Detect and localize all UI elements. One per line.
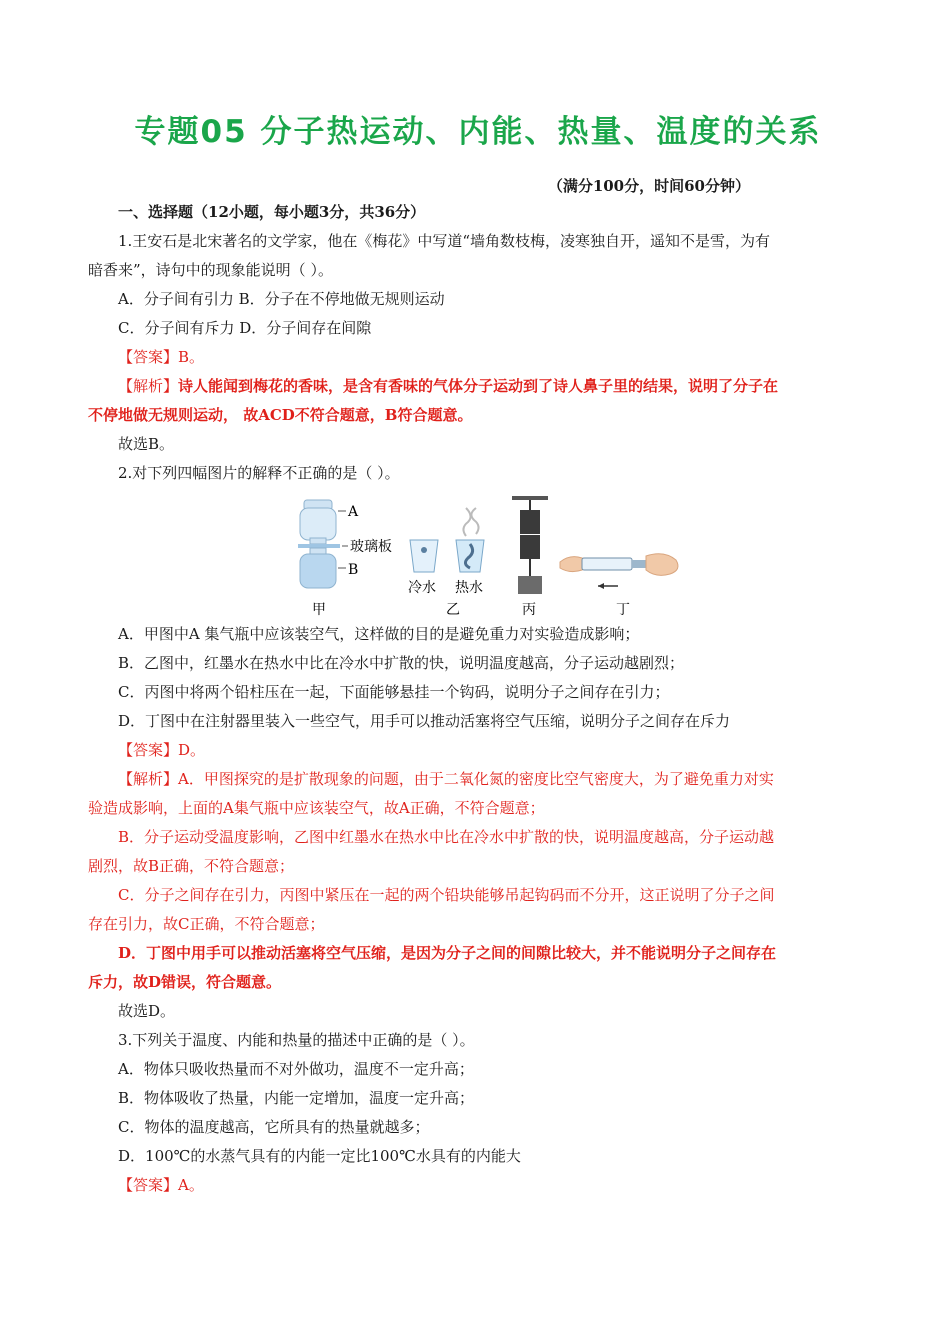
- q3-option-c: C．物体的温度越高，它所具有的热量就越多；: [118, 1118, 430, 1136]
- q2-analysis-a2: 验造成影响，上面的A集气瓶中应该装空气，故A正确，不符合题意；: [88, 799, 545, 817]
- q1-options-2: C．分子间有斥力 D．分子间存在间隙: [118, 319, 372, 337]
- label-ding: 丁: [616, 602, 630, 616]
- gas-bottles-icon: [298, 500, 348, 588]
- q1-stem-2: 暗香来”，诗句中的现象能说明（ ）。: [88, 261, 333, 279]
- q2-option-d: D．丁图中在注射器里装入一些空气，用手可以推动活塞将空气压缩，说明分子之间存在斥力: [118, 712, 731, 730]
- q2-analysis-c2: 存在引力，故C正确，不符合题意；: [88, 915, 325, 933]
- q2-analysis-d1: D．丁图中用手可以推动活塞将空气压缩，是因为分子之间的间隙比较大，并不能说明分子之间存在: [118, 944, 777, 962]
- q2-figure: [88, 496, 868, 616]
- answer-tag: 【答案】: [118, 348, 179, 366]
- label-b: B: [348, 562, 359, 578]
- q2-answer: [88, 736, 868, 765]
- page-subtitle: （满分100分，时间60分钟）: [547, 177, 750, 195]
- label-a: A: [348, 504, 359, 520]
- q1-answer: [88, 343, 868, 372]
- analysis-tag: 【解析】: [118, 770, 179, 788]
- label-yi: 乙: [446, 602, 460, 616]
- q3-option-b: B．物体吸收了热量，内能一定增加，温度一定升高；: [118, 1089, 475, 1107]
- q2-stem: 2.对下列四幅图片的解释不正确的是（ ）。: [118, 464, 400, 482]
- q3-answer: [88, 1171, 868, 1200]
- label-hot: 热水: [455, 580, 483, 596]
- label-glass: 玻璃板: [350, 539, 392, 555]
- label-jia: 甲: [312, 602, 326, 616]
- q2-option-c: C．丙图中将两个铅柱压在一起，下面能够悬挂一个钩码，说明分子之间存在引力；: [118, 683, 670, 701]
- page-title: 专题05 分子热运动、内能、热量、温度的关系: [134, 114, 822, 150]
- label-bing: 丙: [522, 602, 536, 616]
- lead-cylinders-icon: [512, 496, 548, 594]
- q2-conclusion: 故选D。: [118, 1002, 176, 1020]
- document-page: [88, 110, 868, 1200]
- experiment-illustration: [298, 496, 758, 616]
- q1-stem-1: 1.王安石是北宋著名的文学家，他在《梅花》中写道“墙角数枝梅，凌寒独自开，遥知不是雪，为有: [118, 232, 770, 250]
- q2-analysis-c1: C．分子之间存在引力，丙图中紧压在一起的两个铅块能够吊起钩码而不分开，这正说明了分子之间: [118, 886, 775, 904]
- answer-value: B。: [178, 348, 205, 366]
- q3-stem: 3.下列关于温度、内能和热量的描述中正确的是（ ）。: [118, 1031, 475, 1049]
- analysis-text: 诗人能闻到梅花的香味，是含有香味的气体分子运动到了诗人鼻子里的结果，说明了分子在: [178, 377, 779, 395]
- q2-analysis-b1: B．分子运动受温度影响，乙图中红墨水在热水中比在冷水中扩散的快，说明温度越高，分子运动越: [118, 828, 775, 846]
- analysis-text: A．甲图探究的是扩散现象的问题，由于二氧化氮的密度比空气密度大，为了避免重力对实: [178, 770, 774, 788]
- syringe-icon: [560, 554, 678, 589]
- label-cold: 冷水: [408, 580, 436, 596]
- q2-option-b: B．乙图中，红墨水在热水中比在冷水中扩散的快，说明温度越高，分子运动越剧烈；: [118, 654, 685, 672]
- q1-conclusion: 故选B。: [118, 435, 175, 453]
- answer-tag: 【答案】: [118, 1176, 179, 1194]
- q1-analysis-1: [88, 372, 868, 401]
- q3-option-a: A．物体只吸收热量而不对外做功，温度不一定升高；: [118, 1060, 474, 1078]
- section-heading: 一、选择题（12小题，每小题3分，共36分）: [118, 203, 426, 221]
- q2-analysis-b2: 剧烈，故B正确，不符合题意；: [88, 857, 295, 875]
- q1-analysis-2: 不停地做无规则运动， 故ACD不符合题意，B符合题意。: [88, 406, 473, 424]
- q2-option-a: A．甲图中A 集气瓶中应该装空气，这样做的目的是避免重力对实验造成影响；: [118, 625, 640, 643]
- q3-option-d: D．100℃的水蒸气具有的内能一定比100℃水具有的内能大: [118, 1147, 521, 1165]
- q2-analysis-a1: [88, 765, 868, 794]
- q2-analysis-d2: 斥力，故D错误，符合题意。: [88, 973, 282, 991]
- q1-options-1: A．分子间有引力 B．分子在不停地做无规则运动: [118, 290, 445, 308]
- beakers-icon: [410, 508, 484, 572]
- answer-tag: 【答案】: [118, 741, 179, 759]
- answer-value: A。: [178, 1176, 204, 1194]
- answer-value: D。: [178, 741, 206, 759]
- analysis-tag: 【解析】: [118, 377, 179, 395]
